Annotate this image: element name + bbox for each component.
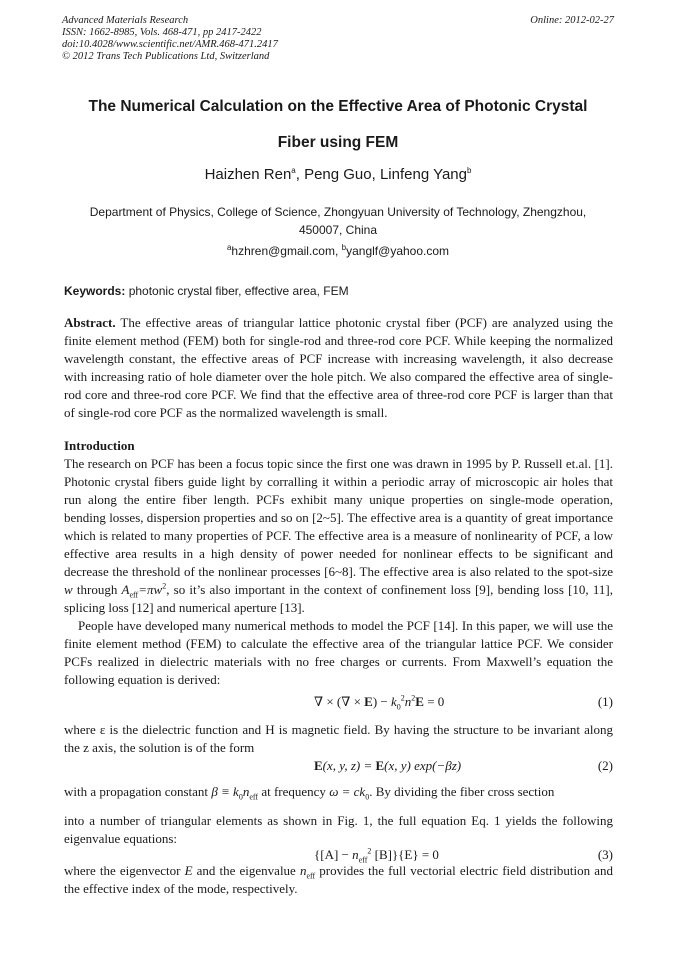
journal-name: Advanced Materials Research [62,15,189,26]
keywords-label: Keywords: [64,284,126,298]
author-name: Haizhen Ren [204,166,292,183]
issn: ISSN: 1662-8985, Vols. 468-471, pp 2417-2422 [62,27,262,38]
copyright: © 2012 Trans Tech Publications Ltd, Switzerland [62,51,270,62]
affiliation-line: 450007, China [298,223,378,237]
keywords-text: photonic crystal fiber, effective area, FEM [125,284,349,298]
paragraph: where ε is the dielectric function and H is magnetic field. By having the structure to be invariant along the z axis, the solution is of the form [64,722,613,755]
author-affil-mark: a [291,166,296,175]
keywords [64,284,349,298]
online-date: Online: 2012-02-27 [530,15,614,26]
abstract [64,314,613,422]
paragraph: with a propagation constant $\beta \equiv k_0n_{eff}$ at frequency $\omega = ck_0$. By dividing the fiber cross section [64,784,555,802]
equation-expression: ∇ × (∇ × $E) - k_0^2n^2E = 0$ [314,693,445,712]
affiliation-line: Department of Physics, College of Science, Zhongyuan University of Technology, Zhengzhou, [89,205,587,219]
paper-title [62,89,614,161]
introduction-section [64,437,613,689]
equation-1 [64,694,613,712]
paragraph: into a number of triangular elements as shown in Fig. 1, the full equation Eq. 1 yields the following eigenvalue equations: [64,813,613,846]
journal-header [62,15,278,63]
author-emails [62,244,614,258]
equation-number: (1) [597,694,613,709]
doi[interactable]: doi:10.4028/www.scientific.net/AMR.468-471.2417 [62,39,278,50]
paragraph: The research on PCF has been a focus topic since the first one was drawn in 1995 by P. Russell et.al. [1]. Photonic crystal fibers guide light by corralling it within a periodic array of microscopic air holes that run along the entire fiber length. PCFs exhibit many unique properties on single-mode operation, bending losses, dispersion properties and so on [2~5]. The effective area is a quantity of great importance which is related to many properties of PCF. The effective area is a measure of nonlinearity of PCF, a low effective area results in a high density of power needed for nonlinear effects to be significant and decrease the threshold of the nonlinear processes [6~8]. The effective area is also related to the spot-size w through $A_{eff}=\pi w^2$, so it’s also important in the context of confinement loss [9], bending loss [10, 11], splicing loss [12] and numerical aperture [13]. [64,456,613,615]
section-heading: Introduction [64,438,135,453]
equation-expression: E(x, y, z) = E(x, y) exp(−βz) [314,758,462,773]
title-line-2: Fiber using FEM [277,134,399,151]
affiliation [62,203,614,239]
email-link[interactable]: hzhren@gmail.com, [231,244,342,258]
email-mark: b [341,243,347,252]
equation-expression: {$[A] - n_{eff}^2$ [B]}{E} = 0 [314,846,439,865]
equation-number: (3) [597,847,613,862]
paragraph: People have developed many numerical methods to model the PCF [14]. In this paper, we will use the finite element method (FEM) to calculate the effective area of the triangular lattice PCF. We consider PCFs realized in dielectric materials with no free charges or currents. From Maxwell’s equation the following equation is derived: [64,618,613,687]
abstract-label: Abstract. [64,315,116,330]
email-mark: a [226,243,232,252]
author-list [62,166,614,183]
abstract-text: The effective areas of triangular lattice photonic crystal fiber (PCF) are analyzed using the finite element method (FEM) both for single-rod and three-rod core PCF. While keeping the normalized wavelength constant, the effective areas of PCF increase with increasing wavelength, it also decrease with increasing ratio of hole diameter over the hole pitch. We also compared the effective area of single-rod core and three-rod core PCF. We find that the effective area of three-rod core PCF is larger than that of single-rod core PCF as the normalized wavelength is small. [64,315,613,420]
email-link[interactable]: yanglf@yahoo.com [346,244,450,258]
author-affil-mark: b [466,166,472,175]
author-names: , Peng Guo, Linfeng Yang [295,166,467,183]
title-line-1: The Numerical Calculation on the Effective Area of Photonic Crystal [88,98,588,115]
paragraph: where the eigenvector E and the eigenvalue $n_{eff}$ provides the full vectorial electric field distribution and the effective index of the mode, respectively. [64,863,613,896]
equation-2 [64,758,613,776]
equation-number: (2) [597,758,613,773]
